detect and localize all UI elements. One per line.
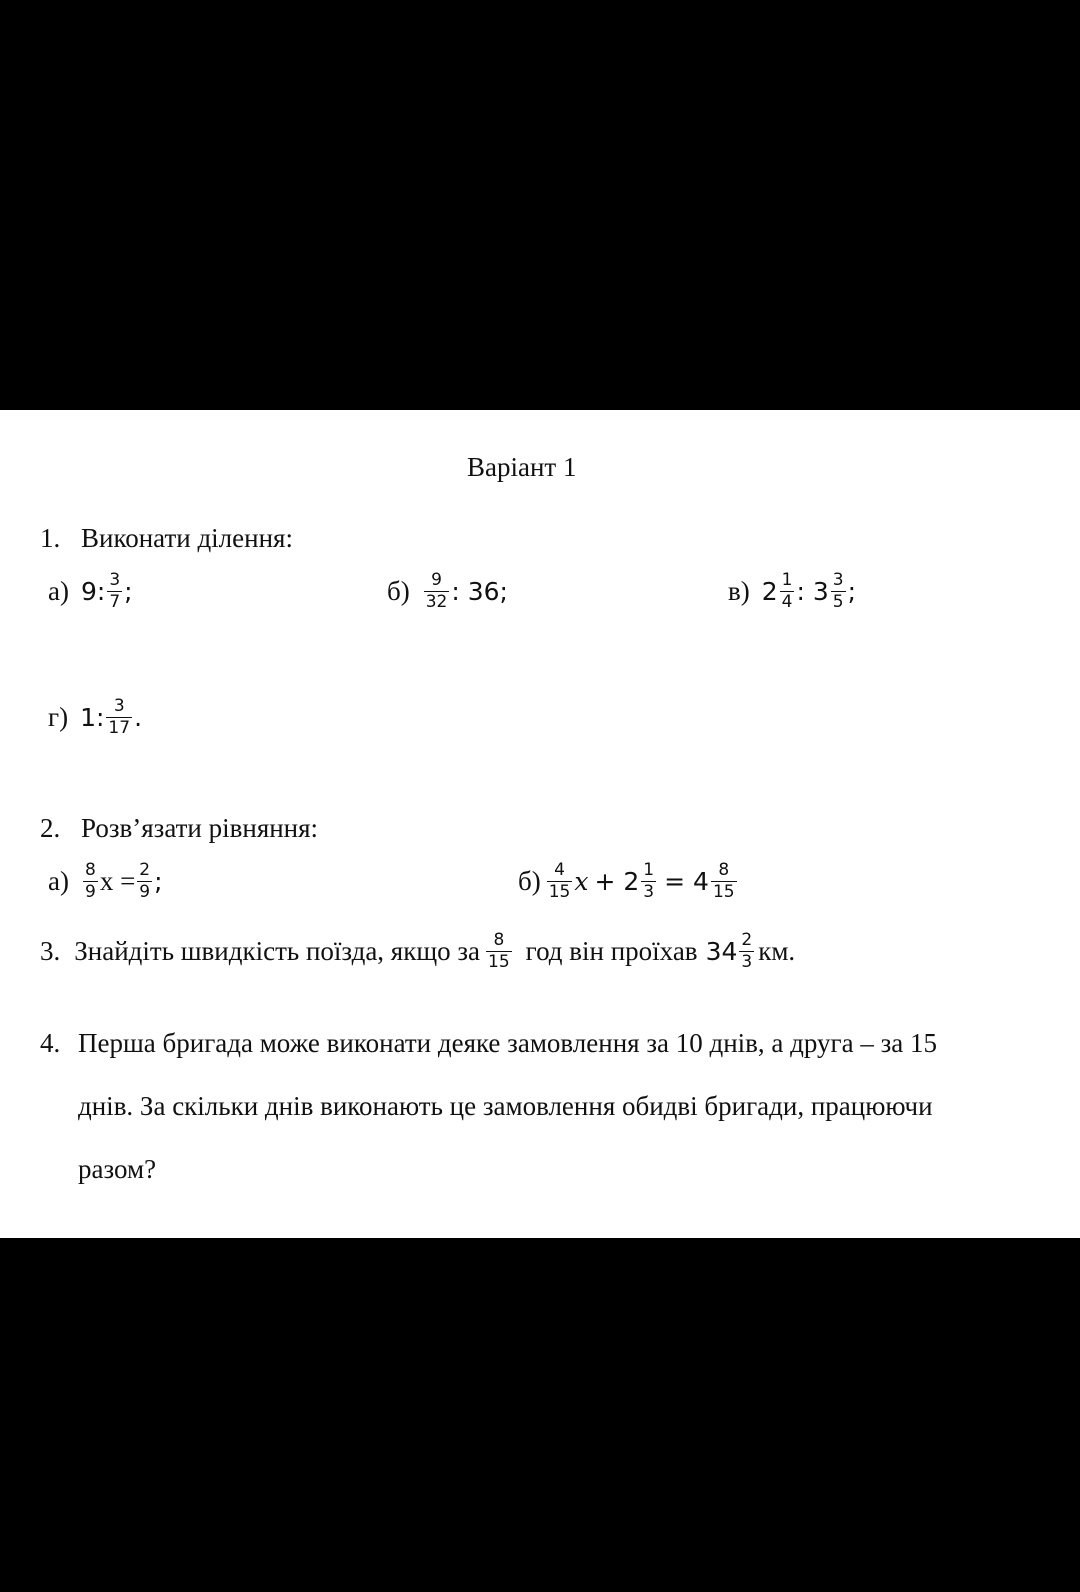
denominator: 17 <box>108 718 131 738</box>
denominator: 5 <box>832 592 844 612</box>
task-4-line: Перша бригада може виконати деяке замовлення за 10 днів, а друга – за 15 <box>78 1028 937 1058</box>
fraction <box>106 698 132 737</box>
denominator: 9 <box>139 882 151 902</box>
task-3-text: год він проїхав <box>525 936 698 966</box>
expr-text: + 2 <box>594 867 640 896</box>
task-2b <box>518 862 739 901</box>
variable-x: x <box>574 867 589 896</box>
item-label: г) <box>48 702 69 732</box>
item-label: а) <box>48 866 69 896</box>
denominator: 7 <box>109 592 121 612</box>
expr-text: ; <box>847 577 857 606</box>
task-1-number: 1. <box>40 523 61 553</box>
task-1-text: Виконати ділення: <box>81 523 293 553</box>
page-title: Варіант 1 <box>467 452 577 482</box>
numerator: 2 <box>139 860 151 880</box>
task-1g <box>48 698 142 737</box>
task-1a <box>48 572 133 611</box>
numerator: 9 <box>431 570 442 590</box>
expr-text: 34 <box>705 937 738 966</box>
task-2a <box>48 862 163 901</box>
task-2-heading <box>40 815 318 842</box>
expr-text: 2 <box>761 577 778 606</box>
denominator: 3 <box>643 882 655 902</box>
task-3 <box>40 932 795 971</box>
numerator: 1 <box>643 860 655 880</box>
worksheet <box>0 410 1080 1238</box>
fraction <box>424 572 450 611</box>
fraction <box>711 862 737 901</box>
expr-text: = 4 <box>664 867 709 896</box>
numerator: 8 <box>718 860 730 880</box>
task-4-line: разом? <box>78 1154 157 1184</box>
expr-text: x = <box>99 866 136 896</box>
task-3-text: Знайдіть швидкість поїзда, якщо за <box>74 936 481 966</box>
task-3-number: 3. <box>40 936 61 966</box>
task-1b <box>387 572 508 611</box>
task-1-heading <box>40 525 293 552</box>
item-label: в) <box>728 576 750 606</box>
denominator: 32 <box>425 592 448 612</box>
denominator: 15 <box>712 882 735 902</box>
denominator: 3 <box>741 952 753 972</box>
denominator: 9 <box>84 882 96 902</box>
fraction <box>107 572 122 611</box>
numerator: 4 <box>554 860 565 880</box>
fraction <box>780 572 795 611</box>
denominator: 15 <box>548 882 571 902</box>
item-label: а) <box>48 576 69 606</box>
denominator: 4 <box>781 592 793 612</box>
fraction <box>739 932 754 971</box>
numerator: 2 <box>741 930 753 950</box>
task-2-number: 2. <box>40 813 61 843</box>
expr-text: : 36; <box>451 577 508 606</box>
fraction <box>831 572 846 611</box>
numerator: 8 <box>84 860 96 880</box>
item-label: б) <box>518 866 541 896</box>
numerator: 3 <box>832 570 844 590</box>
expr-text: 9: <box>80 577 106 606</box>
item-label: б) <box>387 576 410 606</box>
numerator: 3 <box>109 570 121 590</box>
fraction <box>547 862 573 901</box>
numerator: 8 <box>493 930 505 950</box>
numerator: 3 <box>113 696 125 716</box>
expr-text: : 3 <box>796 577 829 606</box>
fraction <box>486 932 512 971</box>
fraction <box>83 862 98 901</box>
task-2-text: Розв’язати рівняння: <box>81 813 319 843</box>
fraction <box>137 862 152 901</box>
expr-text: ; <box>124 577 133 606</box>
denominator: 15 <box>488 952 510 972</box>
expr-text: 1: <box>80 703 105 732</box>
task-4-number: 4. <box>40 1028 61 1058</box>
task-3-text: км. <box>758 936 796 966</box>
expr-text: . <box>134 703 143 732</box>
fraction <box>641 862 656 901</box>
expr-text: ; <box>154 867 163 896</box>
task-1v <box>728 572 856 611</box>
task-4-line: днів. За скільки днів виконають це замовлення обидві бригади, працюючи <box>78 1091 933 1121</box>
numerator: 1 <box>781 570 793 590</box>
